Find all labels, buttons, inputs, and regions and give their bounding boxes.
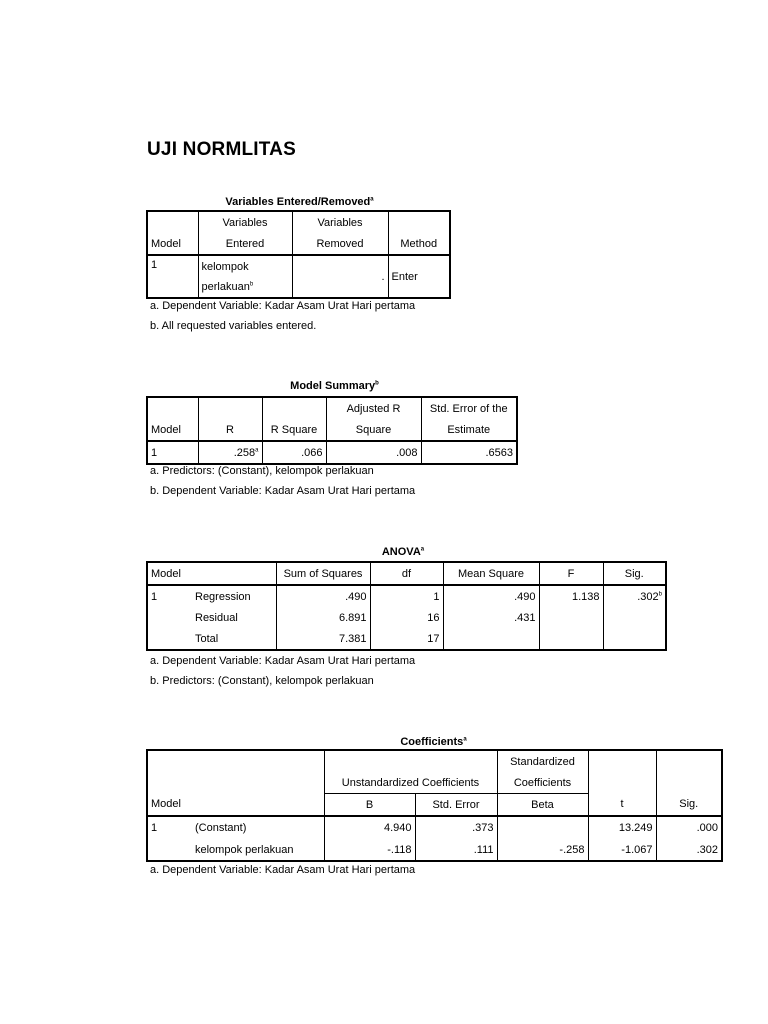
header-std-error: Std. Error — [415, 794, 497, 817]
header-f: F — [539, 562, 603, 585]
header-cell-t — [588, 772, 656, 794]
row-method: Enter — [388, 255, 450, 298]
header-adjusted-bottom: Square — [326, 419, 421, 441]
row-entered: kelompok perlakuan$^b$ — [198, 255, 292, 298]
header-cell-model — [147, 397, 198, 419]
anova-row-label: Total — [192, 628, 276, 650]
header-removed-bottom: Removed — [292, 233, 388, 255]
header-std-error-bottom: Estimate — [421, 419, 517, 441]
variables-note-b: b. All requested variables entered. — [150, 320, 317, 332]
header-model: Model — [147, 233, 198, 255]
anova-cell-f — [539, 628, 603, 650]
header-method: Method — [388, 233, 450, 255]
header-sum-of-squares: Sum of Squares — [276, 562, 370, 585]
header-model: Model — [147, 794, 192, 817]
summary-note-a: a. Predictors: (Constant), kelompok perlakuan — [150, 465, 374, 477]
row-adjusted: .008 — [326, 441, 421, 464]
header-cell-unstandardized-top — [324, 750, 497, 772]
anova-cell-f — [539, 607, 603, 628]
header-mean-square: Mean Square — [443, 562, 539, 585]
header-cell-model — [147, 750, 192, 772]
header-cell-r-square — [262, 397, 326, 419]
coefficients-note-a: a. Dependent Variable: Kadar Asam Urat Hari pertama — [150, 864, 416, 876]
header-cell-model — [147, 211, 198, 233]
coef-cell-sig: .302 — [656, 839, 722, 861]
header-sig: Sig. — [656, 794, 722, 817]
header-standardized-bottom: Coefficients — [497, 772, 588, 794]
model-summary-table — [146, 396, 518, 465]
anova-cell-ms: .431 — [443, 607, 539, 628]
anova-cell-df: 1 — [370, 585, 443, 607]
coef-row-label: (Constant) — [192, 816, 324, 839]
variables-table-title: Variables Entered/Removed$^a$ — [225, 196, 374, 208]
header-cell-label — [192, 772, 324, 794]
anova-note-a: a. Dependent Variable: Kadar Asam Urat Hari pertama — [150, 655, 416, 667]
coef-cell-std-error: .111 — [415, 839, 497, 861]
header-cell-model — [147, 772, 192, 794]
coef-cell-beta — [497, 816, 588, 839]
row-r: .258$^a$ — [198, 441, 262, 464]
header-std-error-top: Std. Error of the — [421, 397, 517, 419]
header-cell-sig — [656, 772, 722, 794]
anova-cell-ss: 7.381 — [276, 628, 370, 650]
header-cell-label — [192, 794, 324, 817]
anova-model-number: 1 — [147, 585, 192, 607]
anova-cell-ss: 6.891 — [276, 607, 370, 628]
anova-title: ANOVA$^a$ — [381, 546, 425, 558]
coef-cell-std-error: .373 — [415, 816, 497, 839]
anova-cell-sig — [603, 628, 666, 650]
anova-row-label: Regression — [192, 585, 276, 607]
anova-row-label: Residual — [192, 607, 276, 628]
anova-note-b: b. Predictors: (Constant), kelompok perlakuan — [150, 675, 374, 687]
anova-cell-ms: .490 — [443, 585, 539, 607]
anova-cell-df: 16 — [370, 607, 443, 628]
coef-cell-sig: .000 — [656, 816, 722, 839]
header-r-square: R Square — [262, 419, 326, 441]
header-standardized-top: Standardized — [497, 750, 588, 772]
anova-table — [146, 561, 667, 651]
header-entered-bottom: Entered — [198, 233, 292, 255]
header-entered-top: Variables — [198, 211, 292, 233]
coef-model-cell-blank — [147, 839, 192, 861]
coef-cell-beta: -.258 — [497, 839, 588, 861]
header-cell-label — [192, 750, 324, 772]
header-model: Model — [147, 419, 198, 441]
row-model: 1 — [147, 255, 198, 298]
header-model: Model — [147, 562, 192, 585]
header-beta: Beta — [497, 794, 588, 817]
coef-cell-t: 13.249 — [588, 816, 656, 839]
row-model: 1 — [147, 441, 198, 464]
anova-model-cell-blank — [147, 607, 192, 628]
header-b: B — [324, 794, 415, 817]
coefficients-table — [146, 749, 723, 862]
anova-cell-sig: .302$^b$ — [603, 585, 666, 607]
row-removed: . — [292, 255, 388, 298]
header-cell-t — [588, 750, 656, 772]
anova-cell-ms — [443, 628, 539, 650]
header-r: R — [198, 419, 262, 441]
anova-cell-ss: .490 — [276, 585, 370, 607]
anova-model-cell-blank — [147, 628, 192, 650]
header-cell-method — [388, 211, 450, 233]
header-t: t — [588, 794, 656, 817]
anova-cell-df: 17 — [370, 628, 443, 650]
row-r-square: .066 — [262, 441, 326, 464]
coef-row-label: kelompok perlakuan — [192, 839, 324, 861]
coef-cell-t: -1.067 — [588, 839, 656, 861]
coefficients-title: Coefficients$^a$ — [400, 736, 467, 748]
table-bottom-border — [147, 298, 450, 299]
coef-cell-b: 4.940 — [324, 816, 415, 839]
header-removed-top: Variables — [292, 211, 388, 233]
header-cell-r — [198, 397, 262, 419]
variables-entered-removed-table — [146, 210, 451, 299]
summary-note-b: b. Dependent Variable: Kadar Asam Urat Hari pertama — [150, 485, 416, 497]
page-heading: UJI NORMLITAS — [147, 139, 296, 160]
header-sig: Sig. — [603, 562, 666, 585]
coef-model-number: 1 — [147, 816, 192, 839]
header-cell-label — [192, 562, 276, 585]
row-std-error: .6563 — [421, 441, 517, 464]
header-cell-sig — [656, 750, 722, 772]
header-df: df — [370, 562, 443, 585]
model-summary-title: Model Summary$^b$ — [290, 380, 379, 392]
coef-cell-b: -.118 — [324, 839, 415, 861]
variables-note-a: a. Dependent Variable: Kadar Asam Urat Hari pertama — [150, 300, 416, 312]
anova-cell-sig — [603, 607, 666, 628]
header-adjusted-top: Adjusted R — [326, 397, 421, 419]
header-unstandardized: Unstandardized Coefficients — [324, 772, 497, 794]
anova-cell-f: 1.138 — [539, 585, 603, 607]
